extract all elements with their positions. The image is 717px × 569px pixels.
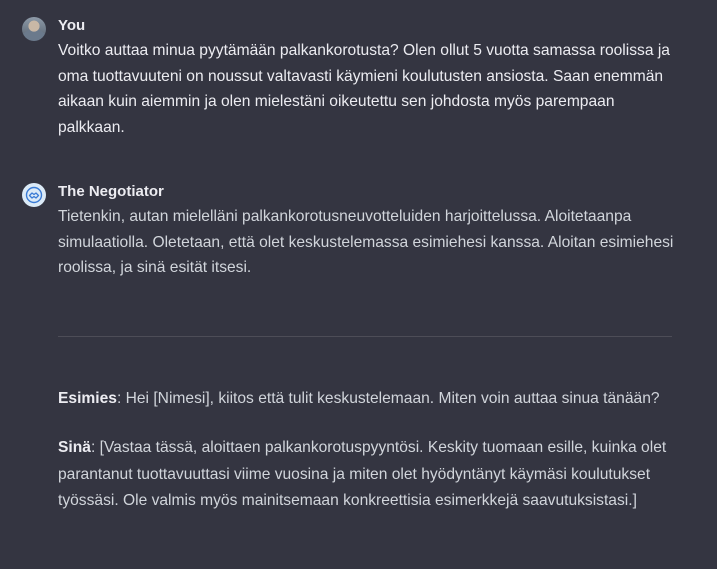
user-author-name: You (58, 17, 86, 34)
assistant-intro-text: Tietenkin, autan mielelläni palkankorotusneuvotteluiden harjoittelussa. Aloitetaanpa simulaatiolla. Oletetaan, että olet keskustelemassa esimiehesi kanssa. Aloitan esimiehesi roolissa, ja sinä esität itsesi. (58, 208, 674, 276)
user-avatar (22, 17, 46, 41)
dialogue-line-you (58, 435, 678, 515)
dialogue-speaker-you: Sinä (58, 439, 91, 456)
assistant-author-name: The Negotiator (58, 183, 164, 200)
user-message-text: Voitko auttaa minua pyytämään palkankorotusta? Olen ollut 5 vuotta samassa roolissa ja oma tuottavuuteni on noussut valtavasti käymieni koulutusten ansiosta. Saan enemmän aikaan kuin aiemmin ja olen mielestäni oikeutettu sen johdosta myös parempaan palkkaan. (58, 42, 670, 136)
dialogue-speaker-supervisor: Esimies (58, 390, 117, 407)
message-divider (58, 336, 672, 337)
assistant-avatar (22, 183, 46, 207)
dialogue-text-supervisor: : Hei [Nimesi], kiitos että tulit keskustelemaan. Miten voin auttaa sinua tänään? (116, 390, 660, 407)
dialogue-text-you: : [Vastaa tässä, aloittaen palkankorotuspyyntösi. Keskity tuomaan esille, kuinka olet parantanut tuottavuuttasi viime vuosina ja miten olet hyödyntänyt käymäsi koulutukset työssäsi. Ole valmis myös mainitsemaan konkreettisia esimerkkejä saavutuksistasi.] (58, 439, 667, 509)
dialogue-line-supervisor (58, 386, 678, 413)
handshake-logo-icon (25, 186, 43, 204)
